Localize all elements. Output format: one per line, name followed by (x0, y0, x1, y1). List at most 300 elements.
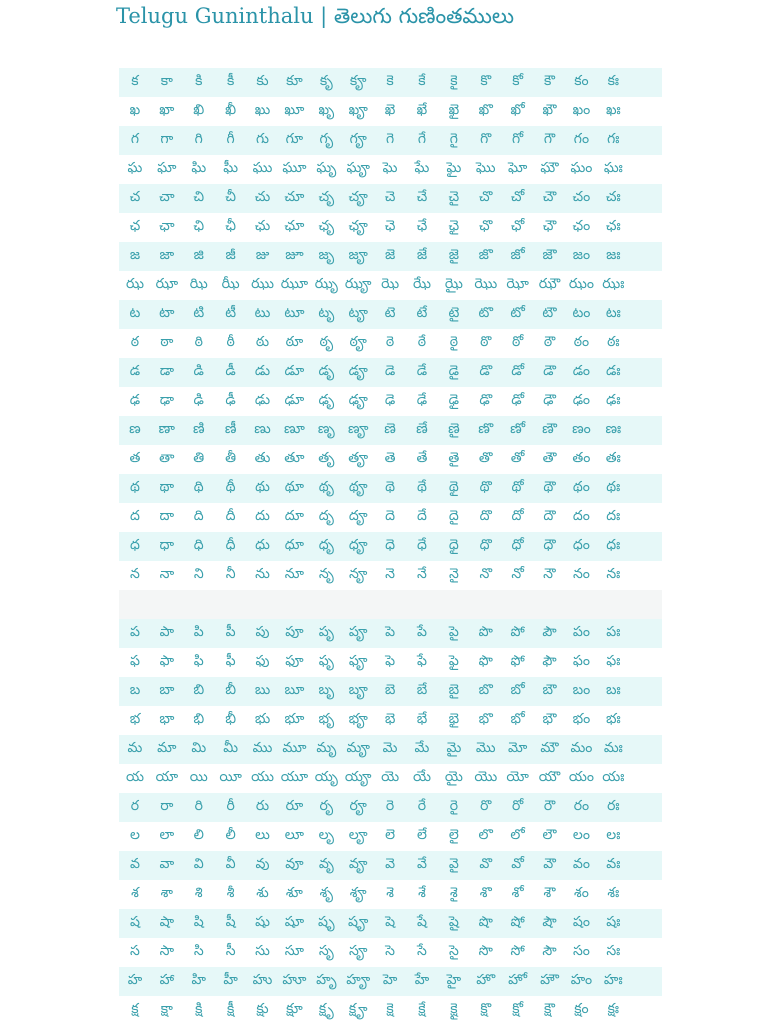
syllable-row (119, 967, 662, 996)
syllable-cell: ఖా (159, 102, 175, 118)
syllable-cell: ఢా (159, 392, 174, 408)
syllable-cell: చ (129, 189, 141, 205)
syllable-row (119, 358, 662, 387)
syllable-cell: టః (605, 305, 621, 321)
syllable-cell: గై (449, 131, 458, 147)
syllable-cell: రె (385, 798, 395, 814)
syllable-cell: వృ (318, 856, 334, 872)
syllable-cell: జొ (478, 247, 493, 263)
syllable-cell: నం (572, 566, 590, 582)
syllable-cell: క్షూ (286, 1001, 303, 1017)
syllable-cell: చా (159, 189, 175, 205)
syllable-cell: ని (193, 566, 204, 582)
syllable-cell: ధొ (479, 537, 492, 553)
syllable-cell: ఘృ (316, 160, 337, 176)
syllable-cell: మో (507, 740, 528, 756)
syllable-cell: ఝో (506, 276, 529, 292)
syllable-cell: ఝ (125, 276, 144, 292)
syllable-cell: క్షౌ (544, 1001, 555, 1017)
syllable-cell: షొ (478, 914, 493, 930)
syllable-cell: ఖౌ (542, 102, 557, 118)
syllable-cell: థీ (225, 479, 236, 495)
syllable-cell: పె (385, 624, 396, 640)
syllable-cell: ఫొ (478, 653, 493, 669)
syllable-cell: షె (385, 914, 396, 930)
syllable-cell: లె (385, 827, 396, 843)
syllable-cell: వౄ (348, 856, 368, 872)
syllable-cell: లా (159, 827, 175, 843)
syllable-row (119, 706, 662, 735)
syllable-cell: ఛం (572, 218, 591, 234)
syllable-cell: ఖూ (284, 102, 305, 118)
syllable-cell: శి (194, 885, 203, 901)
syllable-cell: ణు (254, 421, 271, 437)
syllable-cell: ఘూ (282, 160, 307, 176)
syllable-cell: చు (254, 189, 271, 205)
syllable-cell: హే (414, 972, 430, 988)
syllable-cell: ఫీ (225, 653, 236, 669)
syllable-cell: యీ (219, 769, 242, 785)
syllable-cell: లః (606, 827, 621, 843)
syllable-cell: ధౄ (348, 537, 368, 553)
syllable-cell: మై (446, 740, 462, 756)
syllable-cell: ఛే (416, 218, 428, 234)
syllable-cell: చౌ (542, 189, 557, 205)
syllable-cell: టు (254, 305, 271, 321)
syllable-cell: దా (159, 508, 175, 524)
syllable-cell: డు (254, 363, 271, 379)
syllable-cell: భా (159, 711, 175, 727)
syllable-cell: క్షీ (226, 1001, 235, 1017)
syllable-cell: హృ (316, 972, 337, 988)
syllable-cell: జః (606, 247, 621, 263)
syllable-row (119, 648, 662, 677)
syllable-cell: గం (573, 131, 590, 147)
syllable-cell: ఛూ (284, 218, 305, 234)
syllable-cell: హా (159, 972, 175, 988)
syllable-cell: జృ (318, 247, 335, 263)
syllable-cell: వొ (479, 856, 493, 872)
syllable-cell: మౄ (346, 740, 370, 756)
syllable-cell: ఝె (381, 276, 400, 292)
syllable-cell: ట (129, 305, 141, 321)
syllable-cell: జూ (285, 247, 304, 263)
syllable-cell: థూ (284, 479, 305, 495)
syllable-cell: భు (254, 711, 271, 727)
syllable-cell: నీ (225, 566, 236, 582)
syllable-cell: మః (603, 740, 623, 756)
syllable-cell: ఘ (127, 160, 143, 176)
syllable-row (119, 329, 662, 358)
syllable-cell: ఫా (159, 653, 175, 669)
syllable-cell: కూ (286, 73, 303, 89)
syllable-cell: మె (382, 740, 398, 756)
syllable-row (119, 938, 662, 967)
syllable-cell: షి (193, 914, 204, 930)
syllable-cell: ఝా (155, 276, 179, 292)
syllable-cell: మా (157, 740, 177, 756)
syllable-cell: పృ (318, 624, 334, 640)
syllable-cell: ఫూ (285, 653, 304, 669)
syllable-cell: థో (511, 479, 524, 495)
syllable-cell: వు (255, 856, 270, 872)
syllable-cell: జి (193, 247, 204, 263)
syllable-cell: లం (572, 827, 590, 843)
syllable-cell: లి (193, 827, 204, 843)
syllable-cell: వీ (225, 856, 236, 872)
syllable-cell: ఛో (510, 218, 525, 234)
syllable-cell: సః (606, 943, 621, 959)
syllable-cell: బె (384, 682, 396, 698)
syllable-cell: బొ (478, 682, 493, 698)
syllable-cell: కః (607, 73, 620, 89)
syllable-cell: యౄ (344, 769, 372, 785)
syllable-cell: ఠూ (285, 334, 304, 350)
syllable-cell: సూ (284, 943, 304, 959)
syllable-cell: యి (189, 769, 208, 785)
syllable-row (119, 242, 662, 271)
syllable-cell: లూ (284, 827, 305, 843)
syllable-cell: థి (193, 479, 204, 495)
syllable-cell: ఛృ (318, 218, 335, 234)
syllable-cell: దొ (479, 508, 492, 524)
syllable-cell: ఢౄ (348, 392, 368, 408)
syllable-cell: యొ (474, 769, 498, 785)
syllable-cell: డే (416, 363, 428, 379)
syllable-row (119, 822, 662, 851)
syllable-cell: ణౄ (347, 421, 369, 437)
syllable-cell: ఢై (448, 392, 460, 408)
syllable-cell: తం (572, 450, 591, 466)
syllable-cell: టి (193, 305, 205, 321)
syllable-cell: ఘౌ (540, 160, 559, 176)
syllable-cell: ఫౄ (348, 653, 368, 669)
syllable-cell: దః (606, 508, 621, 524)
syllable-row (119, 68, 662, 97)
syllable-cell: ణై (448, 421, 460, 437)
guninthalu-chart (119, 68, 662, 1025)
syllable-row (119, 474, 662, 503)
syllable-cell: క్షె (386, 1001, 394, 1017)
syllable-cell: సొ (478, 943, 493, 959)
syllable-cell: హీ (223, 972, 238, 988)
syllable-cell: రం (573, 798, 590, 814)
syllable-cell: ణౌ (542, 421, 557, 437)
syllable-cell: తా (159, 450, 175, 466)
syllable-cell: దో (511, 508, 524, 524)
syllable-cell: ది (193, 508, 204, 524)
syllable-cell: డః (606, 363, 621, 379)
syllable-cell: ఢౌ (543, 392, 556, 408)
syllable-cell: షృ (317, 914, 335, 930)
syllable-cell: ఛై (448, 218, 460, 234)
syllable-cell: కొ (480, 73, 492, 89)
syllable-cell: కో (512, 73, 524, 89)
syllable-cell: పా (159, 624, 175, 640)
syllable-cell: బై (448, 682, 460, 698)
syllable-cell: శో (511, 885, 524, 901)
syllable-cell: డొ (479, 363, 493, 379)
syllable-cell: ణృ (317, 421, 335, 437)
syllable-cell: క్షృ (318, 1001, 334, 1017)
syllable-cell: ఝు (251, 276, 274, 292)
syllable-cell: ఖీ (225, 102, 237, 118)
syllable-cell: ఝొ (474, 276, 498, 292)
syllable-cell: ఝై (444, 276, 463, 292)
syllable-cell: సి (193, 943, 204, 959)
syllable-cell: కం (574, 73, 589, 89)
syllable-cell: ఫః (606, 653, 621, 669)
syllable-row (119, 764, 662, 793)
syllable-row (119, 387, 662, 416)
syllable-cell: ణో (510, 421, 526, 437)
syllable-cell: టే (416, 305, 428, 321)
syllable-cell: లే (416, 827, 427, 843)
syllable-cell: రొ (480, 798, 492, 814)
syllable-cell: ఫౌ (542, 653, 557, 669)
syllable-cell: భః (605, 711, 621, 727)
syllable-cell: రృ (319, 798, 334, 814)
syllable-cell: ఛః (605, 218, 621, 234)
syllable-cell: క్షో (512, 1001, 524, 1017)
syllable-cell: హె (382, 972, 398, 988)
syllable-cell: థు (255, 479, 270, 495)
syllable-cell: యు (251, 769, 274, 785)
syllable-cell: శు (256, 885, 269, 901)
syllable-cell: యే (412, 769, 431, 785)
syllable-cell: చః (605, 189, 621, 205)
syllable-cell: హం (570, 972, 593, 988)
syllable-cell: ఠో (512, 334, 524, 350)
syllable-cell: ఢి (193, 392, 204, 408)
syllable-cell: మీ (223, 740, 239, 756)
syllable-cell: డీ (225, 363, 236, 379)
syllable-cell: ర (130, 798, 140, 814)
syllable-cell: జై (448, 247, 459, 263)
syllable-cell: ఛౄ (348, 218, 368, 234)
syllable-cell: దౌ (543, 508, 556, 524)
syllable-cell: మృ (316, 740, 337, 756)
syllable-cell: ఢః (606, 392, 621, 408)
syllable-cell: ఫె (385, 653, 396, 669)
syllable-cell: షో (510, 914, 525, 930)
syllable-cell: దే (417, 508, 427, 524)
syllable-cell: బౌ (542, 682, 557, 698)
syllable-cell: దీ (225, 508, 236, 524)
syllable-cell: ఝృ (314, 276, 338, 292)
syllable-row (119, 126, 662, 155)
syllable-cell: ణ (129, 421, 141, 437)
syllable-cell: థొ (479, 479, 492, 495)
syllable-cell: ఖే (416, 102, 428, 118)
syllable-cell: య (125, 769, 144, 785)
syllable-cell: జీ (225, 247, 236, 263)
syllable-cell: యః (602, 769, 625, 785)
syllable-row (119, 97, 662, 126)
syllable-cell: ఛె (384, 218, 396, 234)
syllable-cell: ఠా (160, 334, 174, 350)
syllable-cell: గ (130, 131, 140, 147)
syllable-cell: కౌ (544, 73, 555, 89)
syllable-cell: ఘె (382, 160, 398, 176)
syllable-row (119, 677, 662, 706)
syllable-cell: హః (603, 972, 623, 988)
syllable-cell: ణె (384, 421, 396, 437)
syllable-cell: షూ (284, 914, 305, 930)
syllable-cell: ఘి (191, 160, 207, 176)
syllable-cell: ధౌ (543, 537, 556, 553)
syllable-cell: డి (193, 363, 204, 379)
syllable-cell: ధ (130, 537, 140, 553)
syllable-row (119, 793, 662, 822)
syllable-cell: ఝే (412, 276, 431, 292)
syllable-cell: ఘొ (475, 160, 496, 176)
syllable-cell: వై (448, 856, 459, 872)
syllable-cell: నౄ (348, 566, 368, 582)
syllable-cell: ఠై (449, 334, 458, 350)
syllable-cell: ఖం (572, 102, 591, 118)
syllable-row (119, 445, 662, 474)
syllable-cell: నా (159, 566, 175, 582)
syllable-cell: ఝః (602, 276, 625, 292)
syllable-cell: జా (159, 247, 175, 263)
syllable-cell: భై (448, 711, 460, 727)
syllable-cell: ఫే (416, 653, 427, 669)
syllable-cell: థ (130, 479, 140, 495)
syllable-cell: షై (448, 914, 459, 930)
syllable-cell: చొ (479, 189, 493, 205)
syllable-cell: బో (510, 682, 525, 698)
syllable-cell: ణి (192, 421, 205, 437)
syllable-cell: థౄ (348, 479, 368, 495)
syllable-row (119, 184, 662, 213)
syllable-cell: శీ (226, 885, 235, 901)
syllable-cell: వః (606, 856, 621, 872)
syllable-cell: జౌ (542, 247, 557, 263)
syllable-row (119, 213, 662, 242)
syllable-cell: చో (510, 189, 525, 205)
syllable-cell: గృ (319, 131, 334, 147)
syllable-cell: పీ (225, 624, 236, 640)
syllable-row (119, 300, 662, 329)
syllable-cell: క్షౄ (348, 1001, 368, 1017)
syllable-cell: షః (606, 914, 621, 930)
syllable-cell: షే (416, 914, 427, 930)
syllable-cell: బీ (225, 682, 237, 698)
syllable-cell: సౄ (348, 943, 368, 959)
syllable-cell: వె (385, 856, 396, 872)
syllable-cell: టై (448, 305, 460, 321)
syllable-cell: లు (255, 827, 270, 843)
syllable-cell: కృ (319, 73, 333, 89)
syllable-cell: జే (416, 247, 428, 263)
syllable-cell: నః (606, 566, 621, 582)
syllable-cell: ము (252, 740, 273, 756)
syllable-cell: చౄ (348, 189, 368, 205)
syllable-cell: దు (255, 508, 270, 524)
syllable-cell: ఛొ (479, 218, 493, 234)
syllable-cell: శా (160, 885, 174, 901)
syllable-cell: మం (570, 740, 593, 756)
syllable-cell: భృ (318, 711, 335, 727)
syllable-cell: ఠః (607, 334, 620, 350)
syllable-cell: సె (385, 943, 395, 959)
syllable-cell: భి (193, 711, 205, 727)
syllable-cell: దం (572, 508, 590, 524)
syllable-cell: ఢే (416, 392, 428, 408)
syllable-cell: పై (448, 624, 459, 640)
syllable-cell: ధః (606, 537, 621, 553)
syllable-cell: ధా (159, 537, 175, 553)
syllable-cell: సా (159, 943, 175, 959)
syllable-cell: భే (416, 711, 428, 727)
syllable-cell: క్ష (131, 1001, 139, 1017)
syllable-cell: థై (448, 479, 459, 495)
syllable-cell: హొ (476, 972, 496, 988)
syllable-cell: తో (510, 450, 525, 466)
syllable-cell: ఖృ (318, 102, 335, 118)
syllable-cell: ద (130, 508, 140, 524)
syllable-cell: శం (574, 885, 589, 901)
syllable-cell: రై (449, 798, 458, 814)
syllable-cell: భ (129, 711, 141, 727)
syllable-cell: చీ (225, 189, 236, 205)
syllable-cell: తె (384, 450, 396, 466)
syllable-cell: రౄ (349, 798, 367, 814)
syllable-cell: పు (255, 624, 270, 640)
syllable-cell: డై (448, 363, 460, 379)
syllable-cell: కై (450, 73, 458, 89)
syllable-cell: పే (416, 624, 427, 640)
syllable-cell: యై (444, 769, 463, 785)
syllable-cell: పో (510, 624, 525, 640)
syllable-cell: చృ (318, 189, 335, 205)
syllable-cell: ఖి (193, 102, 205, 118)
syllable-cell: ఫో (510, 653, 525, 669)
syllable-cell: రా (160, 798, 174, 814)
syllable-cell: హౄ (346, 972, 371, 988)
syllable-cell: చే (416, 189, 428, 205)
syllable-cell: భొ (478, 711, 493, 727)
syllable-cell: ఘః (603, 160, 623, 176)
syllable-cell: పొ (478, 624, 493, 640)
syllable-row (119, 271, 662, 300)
syllable-cell: ఢం (572, 392, 591, 408)
syllable-cell: యె (381, 769, 400, 785)
syllable-cell: ఠృ (319, 334, 334, 350)
syllable-cell: చి (193, 189, 205, 205)
syllable-cell: వే (416, 856, 427, 872)
syllable-cell: భో (510, 711, 525, 727)
syllable-cell: టా (159, 305, 175, 321)
syllable-cell: డం (572, 363, 591, 379)
syllable-cell: ధం (572, 537, 590, 553)
syllable-cell: ఘౄ (346, 160, 370, 176)
syllable-cell: తీ (225, 450, 237, 466)
syllable-cell: కు (256, 73, 269, 89)
syllable-cell: కీ (226, 73, 235, 89)
syllable-cell: ఖః (605, 102, 621, 118)
syllable-cell: బృ (318, 682, 335, 698)
syllable-cell: ధె (385, 537, 396, 553)
syllable-row (119, 909, 662, 938)
syllable-cell: భె (384, 711, 396, 727)
syllable-cell: వి (193, 856, 204, 872)
syllable-cell: ఘై (446, 160, 462, 176)
syllable-cell: ధి (193, 537, 204, 553)
syllable-cell: తే (416, 450, 428, 466)
syllable-row (119, 996, 662, 1025)
